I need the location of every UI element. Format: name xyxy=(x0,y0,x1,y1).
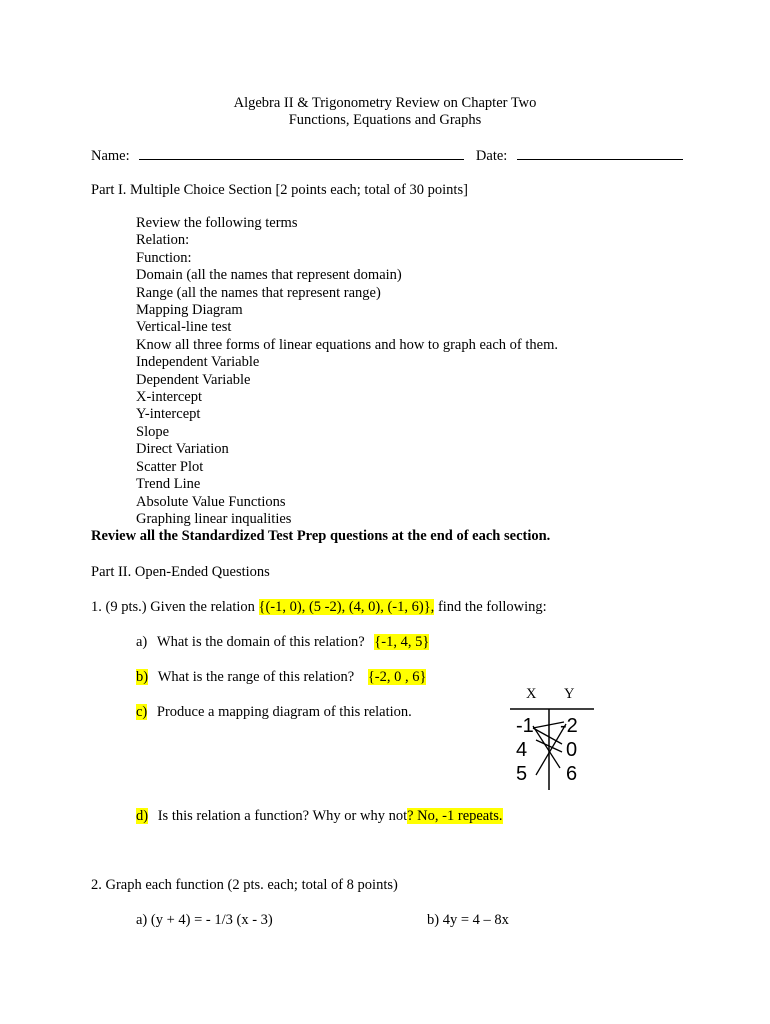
q1c-label: c) xyxy=(136,704,148,720)
mapping-x-value: 4 xyxy=(516,739,528,761)
q1d-label: d) xyxy=(136,808,149,824)
term-item: X-intercept xyxy=(136,389,203,406)
terms-list xyxy=(136,215,558,528)
term-item: Range (all the names that represent range) xyxy=(136,284,381,301)
part2-heading: Part II. Open-Ended Questions xyxy=(91,564,270,580)
question-2: 2. Graph each function (2 pts. each; total of 8 points) xyxy=(91,877,398,893)
date-blank[interactable] xyxy=(517,147,683,160)
page-title: Algebra II & Trigonometry Review on Chapter Two xyxy=(233,95,537,111)
page-subtitle: Functions, Equations and Graphs xyxy=(288,112,482,128)
mapping-x-header: X xyxy=(526,686,537,702)
q1a-label: a) xyxy=(136,634,148,650)
mapping-arrow xyxy=(533,728,562,744)
term-item: Function: xyxy=(136,249,192,266)
term-item: Review the following terms xyxy=(136,215,298,231)
q1b-text: What is the range of this relation? xyxy=(157,669,355,685)
q1b xyxy=(136,669,426,686)
term-item: Direct Variation xyxy=(136,441,229,458)
mapping-x-values xyxy=(516,714,534,786)
mapping-y-value: 6 xyxy=(566,763,578,785)
term-item: Domain (all the names that represent domain) xyxy=(136,267,402,284)
q1c xyxy=(136,704,412,721)
q1-suffix: find the following: xyxy=(434,599,547,615)
name-blank[interactable] xyxy=(139,147,464,160)
q1d-answer: ? No, -1 repeats. xyxy=(407,808,503,824)
term-item: Dependent Variable xyxy=(136,371,251,388)
term-item: Know all three forms of linear equations and how to graph each of them. xyxy=(136,336,558,353)
name-date-line xyxy=(91,147,683,165)
term-item: Slope xyxy=(136,423,170,440)
name-label: Name: xyxy=(91,148,130,164)
q1b-answer: {-2, 0 , 6} xyxy=(367,669,427,685)
term-item: Mapping Diagram xyxy=(136,302,243,319)
mapping-x-value: -1 xyxy=(516,715,534,737)
q1a-text: What is the domain of this relation? xyxy=(156,634,365,650)
term-item: Trend Line xyxy=(136,476,201,493)
term-item: Graphing linear inqualities xyxy=(136,510,292,527)
q1b-label: b) xyxy=(136,669,149,685)
term-item: Vertical-line test xyxy=(136,319,232,336)
mapping-y-value: 0 xyxy=(566,739,578,761)
term-item: Scatter Plot xyxy=(136,458,204,475)
mapping-y-value: -2 xyxy=(560,715,578,737)
q1c-text: Produce a mapping diagram of this relation. xyxy=(156,704,412,720)
q1a xyxy=(136,634,429,651)
q1d-text: Is this relation a function? Why or why not xyxy=(157,808,408,824)
term-item: Absolute Value Functions xyxy=(136,493,286,510)
question-1 xyxy=(91,599,547,616)
q1-prefix: 1. (9 pts.) Given the relation xyxy=(91,599,259,615)
q1-relation: {(-1, 0), (5 -2), (4, 0), (-1, 6)}, xyxy=(258,599,435,615)
mapping-y-header: Y xyxy=(564,686,575,702)
term-item: Independent Variable xyxy=(136,354,260,371)
mapping-x-value: 5 xyxy=(516,763,528,785)
mapping-diagram xyxy=(500,700,600,795)
q2b: b) 4y = 4 – 8x xyxy=(427,912,509,928)
term-item: Y-intercept xyxy=(136,406,201,423)
mapping-arrow xyxy=(533,726,560,768)
mapping-y-values xyxy=(560,714,578,786)
q2a: a) (y + 4) = - 1/3 (x - 3) xyxy=(136,912,273,928)
review-note: Review all the Standardized Test Prep questions at the end of each section. xyxy=(91,528,551,544)
q1a-answer: {-1, 4, 5} xyxy=(374,634,430,650)
date-label: Date: xyxy=(475,148,508,164)
q1d xyxy=(136,808,503,825)
part1-heading: Part I. Multiple Choice Section [2 points each; total of 30 points] xyxy=(91,182,468,198)
term-item: Relation: xyxy=(136,232,190,249)
